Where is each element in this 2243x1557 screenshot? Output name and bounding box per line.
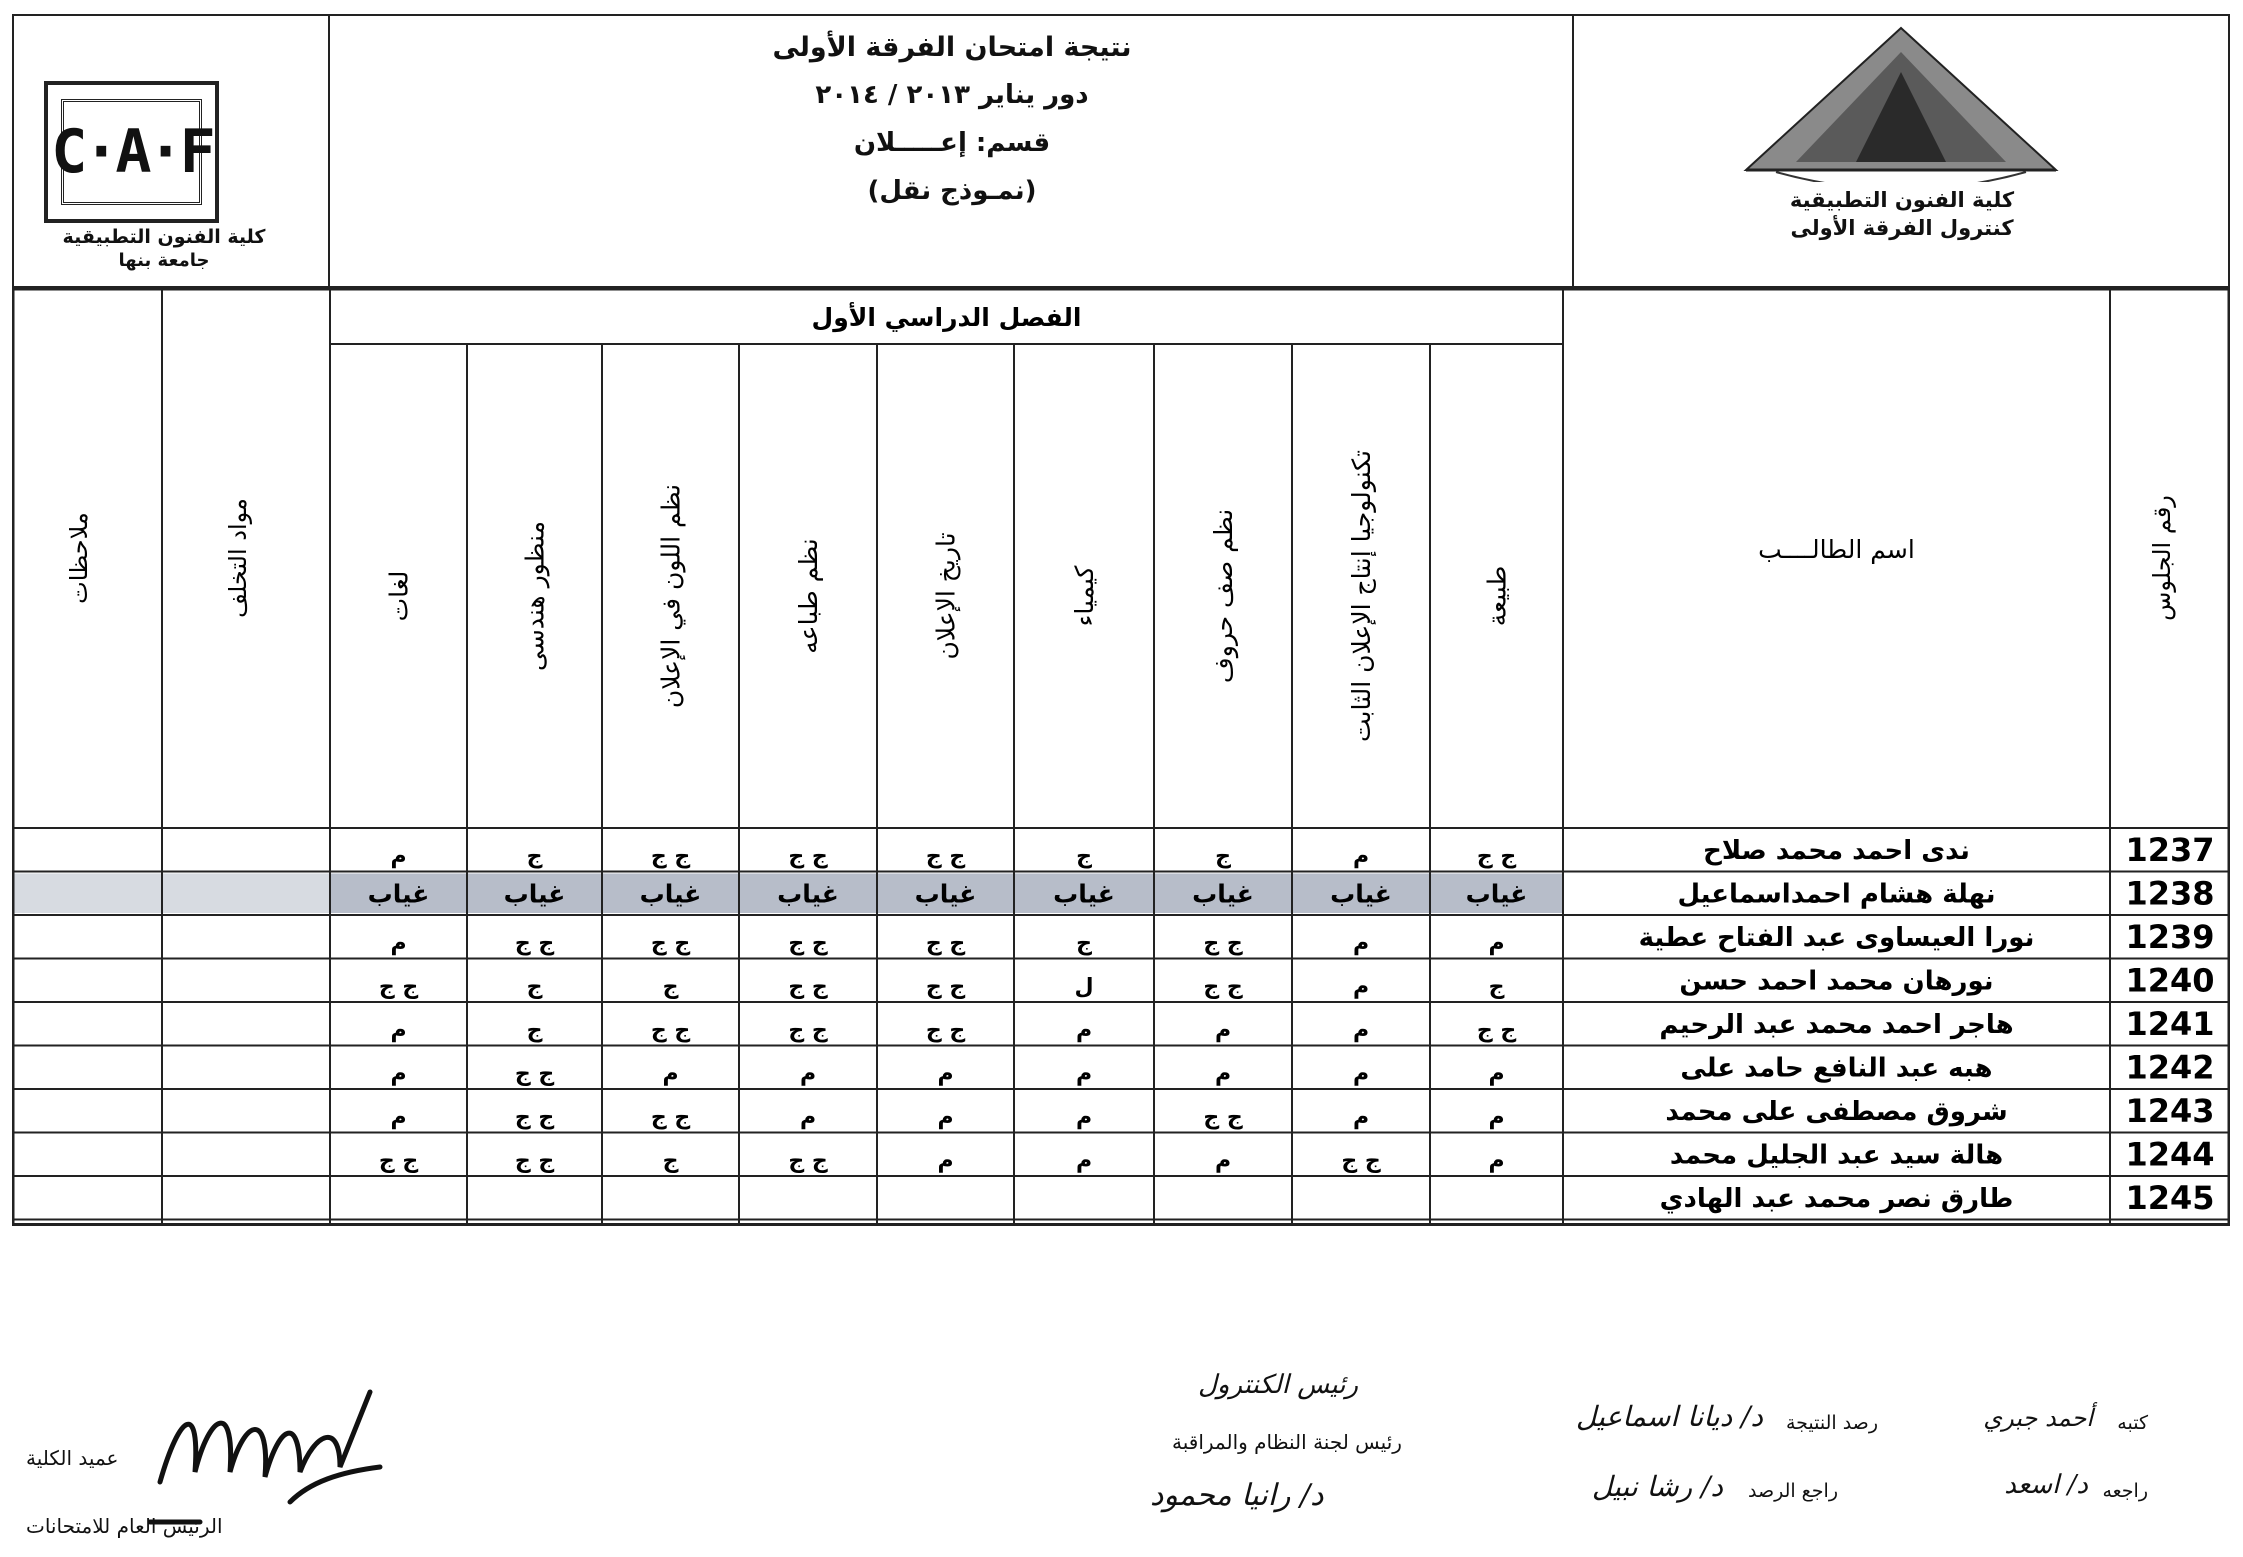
subject-header: تكنولوجيا إنتاج الإعلان الثابت: [1347, 449, 1376, 743]
grade-cell: ج ج: [514, 930, 555, 956]
grade-cell: غياب: [1465, 879, 1528, 909]
grade-cell: م: [1075, 1061, 1093, 1087]
written-by-label: كتبه: [2117, 1412, 2148, 1434]
student-name: هالة سيد عبد الجليل محمد: [1669, 1140, 2004, 1171]
control-head-handwritten: رئيس الكنترول: [1198, 1370, 1359, 1400]
grade-cell: م: [390, 1017, 407, 1043]
student-name: ندى احمد محمد صلاح: [1703, 835, 1970, 866]
grade-cell: م: [1352, 974, 1370, 1000]
grade-cell: ج ج: [788, 1148, 828, 1174]
subject-header: طبيعة: [1482, 565, 1512, 627]
seat-number: 1239: [2125, 917, 2215, 956]
grade-cell: م: [1214, 1061, 1232, 1087]
grade-cell: ج ج: [925, 843, 966, 869]
grade-cell: ج: [526, 974, 543, 1000]
dean-label: عميد الكلية: [26, 1446, 119, 1470]
grade-cell: ج ج: [650, 1017, 691, 1043]
grade-cell: ج ج: [1341, 1148, 1381, 1174]
student-name: نهلة هشام احمداسماعيل: [1677, 879, 1996, 910]
grade-cell: م: [1214, 1017, 1232, 1043]
grade-cell: ج ج: [650, 843, 691, 869]
grade-cell: ج ج: [1476, 843, 1517, 869]
grade-cell: م: [1488, 1061, 1505, 1087]
grade-cell: ج ج: [925, 1017, 966, 1043]
logo-emblem: C·A·F: [61, 99, 202, 205]
grade-cell: م: [799, 1104, 817, 1130]
grade-cell: ل: [1074, 974, 1094, 1000]
grade-cell: م: [1352, 843, 1370, 869]
grade-cell: م: [1488, 1148, 1505, 1174]
grades-table: [12, 288, 2230, 1340]
grade-cell: م: [390, 1061, 407, 1087]
grade-cell: م: [1075, 1017, 1093, 1043]
header-title-panel: [330, 14, 1574, 288]
student-name: نورا العيساوى عبد الفتاح عطية: [1638, 922, 2035, 953]
committee-head-label: رئيس لجنة النظام والمراقبة: [1172, 1430, 1402, 1454]
grade-cell: غياب: [367, 879, 430, 909]
semester-label: الفصل الدراسي الأول: [811, 303, 1082, 332]
college-logo-panel: [12, 14, 330, 288]
grade-cell: غياب: [503, 879, 566, 909]
control-head-signature: د/ رانيا محمود: [1150, 1478, 1324, 1513]
grade-cell: م: [1352, 1104, 1370, 1130]
grade-cell: ج ج: [788, 843, 828, 869]
grade-cell: م: [390, 843, 407, 869]
grade-cell: ج ج: [925, 930, 966, 956]
student-name: هاجر احمد محمد عبد الرحيم: [1659, 1009, 2014, 1040]
review-recording-label: راجع الرصد: [1747, 1480, 1838, 1502]
grade-cell: ج: [662, 1148, 679, 1174]
student-name: نورهان محمد احمد حسن: [1679, 966, 1994, 997]
result-recorder-label: رصد النتيجة: [1785, 1412, 1878, 1434]
control-caption-committee: كنترول الفرقة الأولى: [1790, 216, 2014, 240]
grade-cell: ج ج: [378, 1148, 419, 1174]
grade-cell: ج ج: [514, 1148, 555, 1174]
grade-cell: م: [1075, 1148, 1093, 1174]
grade-cell: غياب: [1330, 879, 1392, 909]
grade-cell: ج: [526, 843, 543, 869]
grade-cell: م: [390, 930, 407, 956]
subject-header: نظم صف حروف: [1209, 508, 1238, 684]
university-pyramid-emblem: [1736, 22, 2066, 182]
grade-cell: ج ج: [650, 930, 691, 956]
grade-cell: م: [937, 1148, 954, 1174]
notes-header: ملاحظات: [65, 512, 93, 604]
dean-signature: [140, 1372, 390, 1532]
result-sheet: [12, 14, 2230, 1340]
grade-cell: ج: [1488, 974, 1505, 1000]
grade-cell: ج ج: [378, 974, 419, 1000]
result-recorder-signature: د/ ديانا اسماعيل: [1575, 1400, 1763, 1433]
grade-cell: م: [1352, 1061, 1370, 1087]
student-name: هبه عبد النافع حامد على: [1680, 1053, 1993, 1084]
seat-number: 1237: [2125, 830, 2215, 869]
grade-cell: ج: [526, 1017, 543, 1043]
written-by-signature: أحمد جبري: [1983, 1404, 2093, 1432]
grade-cell: غياب: [1192, 879, 1254, 909]
reviewed-by-label: راجعه: [2102, 1480, 2148, 1502]
subject-header: نظم اللون في الإعلان: [656, 483, 686, 709]
subject-header: نظم طباعه: [794, 538, 823, 654]
form-type: (نمـوذج نقل): [867, 176, 1037, 206]
grade-cell: م: [1214, 1148, 1232, 1174]
grade-cell: م: [937, 1061, 954, 1087]
seat-number: 1245: [2125, 1178, 2215, 1217]
grade-cell: ج ج: [1203, 974, 1243, 1000]
subject-header: منظور هندسى: [520, 520, 550, 672]
control-logo-panel: [1574, 14, 2230, 288]
grade-cell: غياب: [777, 879, 839, 909]
review-recording-signature: د/ رشا نبيل: [1591, 1470, 1723, 1503]
college-logo: [44, 81, 219, 223]
subject-header: تاريخ الإعلان: [931, 532, 961, 660]
logo-caption-college: كلية الفنون التطبيقية: [62, 226, 266, 248]
grade-cell: م: [937, 1104, 954, 1130]
grade-cell: م: [1352, 1017, 1370, 1043]
grade-cell: ج ج: [788, 974, 828, 1000]
failed-subjects-header: مواد التخلف: [224, 498, 252, 618]
seat-number: 1241: [2125, 1004, 2215, 1043]
grade-cell: م: [799, 1061, 817, 1087]
grade-cell: ج ج: [925, 974, 966, 1000]
grade-cell: ج ج: [788, 930, 828, 956]
grade-cell: ج: [1076, 930, 1092, 956]
grade-cell: م: [1352, 930, 1370, 956]
grade-cell: غياب: [1053, 879, 1115, 909]
grade-cell: ج ج: [1203, 930, 1243, 956]
grade-cell: م: [662, 1061, 679, 1087]
seat-number: 1244: [2125, 1135, 2215, 1174]
seat-number: 1240: [2125, 961, 2215, 1000]
exams-head-label: الرئيس العام للامتحانات: [26, 1514, 223, 1538]
grade-cell: ج: [1215, 843, 1231, 869]
reviewed-by-signature: د/ اسعد: [2004, 1470, 2088, 1500]
grade-cell: غياب: [639, 879, 702, 909]
logo-caption-university: جامعة بنها: [118, 250, 210, 271]
exam-session: دور يناير ٢٠١٣ / ٢٠١٤: [815, 80, 1089, 110]
page-title: نتيجة امتحان الفرقة الأولى: [772, 32, 1132, 63]
department: قسم: إعـــــلان: [853, 128, 1051, 158]
subject-header: كيمياء: [1070, 565, 1099, 627]
seat-number: 1242: [2125, 1048, 2215, 1087]
grade-cell: ج ج: [1476, 1017, 1517, 1043]
grade-cell: م: [1075, 1104, 1093, 1130]
grade-cell: ج: [662, 974, 679, 1000]
student-name: طارق نصر محمد عبد الهادي: [1659, 1183, 2014, 1214]
seat-number: 1243: [2125, 1091, 2215, 1130]
grade-cell: ج ج: [788, 1017, 828, 1043]
grade-cell: ج ج: [514, 1061, 555, 1087]
control-caption-college: كلية الفنون التطبيقية: [1789, 188, 2015, 212]
absent-row-highlight: [12, 874, 330, 914]
seat-number-header: رقم الجلوس: [2148, 495, 2176, 621]
grade-cell: ج ج: [514, 1104, 555, 1130]
student-name: شروق مصطفى على محمد: [1665, 1096, 2008, 1127]
grade-cell: م: [390, 1104, 407, 1130]
grade-cell: م: [1488, 930, 1505, 956]
student-name-header: اسم الطالــــب: [1758, 535, 1915, 564]
subject-header: لغات: [384, 570, 414, 622]
grade-cell: م: [1488, 1104, 1505, 1130]
seat-number: 1238: [2125, 874, 2215, 913]
grade-cell: ج ج: [650, 1104, 691, 1130]
grade-cell: غياب: [914, 879, 977, 909]
grade-cell: ج: [1076, 843, 1092, 869]
grade-cell: ج ج: [1203, 1104, 1243, 1130]
